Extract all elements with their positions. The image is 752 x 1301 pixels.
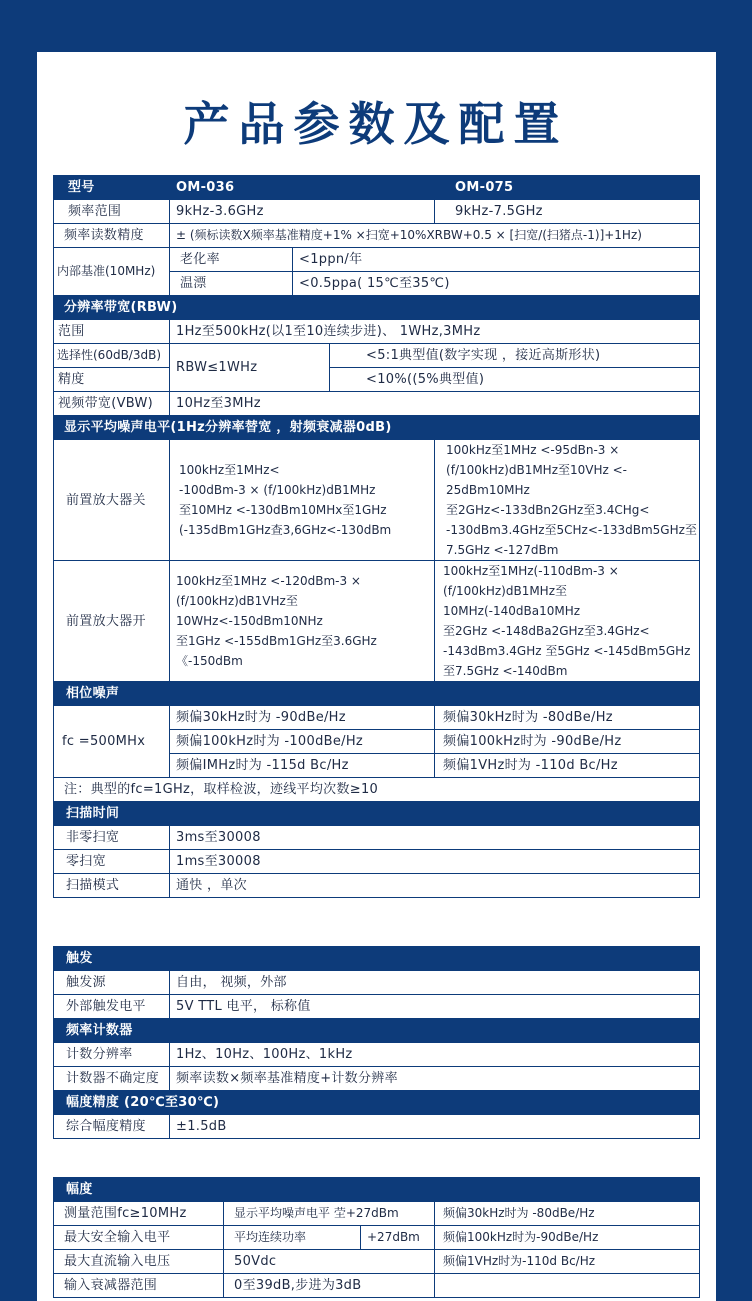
sweep-mode-label: 扫描模式 [54,874,170,898]
danl-header: 显示平均噪声电平(1Hz分辨率替宽 ，射频衰减器0dB) [54,416,700,440]
phase-om036-r3: 频偏IMHz时为 -115d Bc/Hz [170,754,435,778]
amp-accuracy-header: 幅度精度 (20℃至30℃) [54,1091,700,1115]
spec-line: 至1GHz <-155dBm1GHz至3.6GHz《-150dBm [176,634,377,668]
preamp-off-om075 [435,440,700,561]
preamp-on-label: 前置放大器开 [54,561,170,682]
freq-range-label: 频率范围 [54,200,170,224]
trigger-ext-label: 外部触发电平 [54,995,170,1019]
phase-om075-r3: 频偏1VHz时为 -110d Bc/Hz [435,754,700,778]
phase-header: 相位噪声 [54,682,700,706]
table-row [54,826,700,850]
max-safe-mid: 平均连续功率 [224,1226,361,1250]
drift-label: 温漂 [170,272,293,296]
sweep-zero-value: 1ms至30008 [170,850,700,874]
attenuator-mid: 0至39dB,步进为3dB [224,1274,435,1298]
table-row [54,1043,700,1067]
amp-accuracy-value: ±1.5dB [170,1115,700,1139]
selectivity-value: <5:1典型值(数字实现 ，接近高斯形状) [330,344,700,368]
rbw-range-label: 范围 [54,320,170,344]
accuracy-label: 精度 [54,368,170,392]
spec-table-amplitude [53,1177,700,1298]
table-row [54,778,700,802]
section-header [54,802,700,826]
range-right: 频偏30kHz时为 -80dBe/Hz [435,1202,700,1226]
rbw-cell: RBW≤1WHz [170,344,330,392]
vbw-label: 视频带宽(VBW) [54,392,170,416]
table-row [54,200,700,224]
table-row [54,1202,700,1226]
trigger-source-value: 自由， 视频，外部 [170,971,700,995]
spec-table-trigger [53,946,700,1139]
drift-value: <0.5ppa( 15℃至35℃) [293,272,700,296]
spec-line: (f/100kHz)dB1VHz至10WHz<-150dBm10NHz [176,594,323,628]
ref-label: 内部基准(10MHz) [54,248,170,296]
table-row [54,392,700,416]
section-header [54,416,700,440]
max-dc-right: 频偏1VHz时为-110d Bc/Hz [435,1250,700,1274]
table-row [54,224,700,248]
range-mid: 显示平均噪声电平 茔+27dBm [224,1202,435,1226]
trigger-source-label: 触发源 [54,971,170,995]
max-dc-label: 最大直流输入电压 [54,1250,224,1274]
preamp-off-om036 [170,440,435,561]
page-title: 产品参数及配置 [183,97,569,151]
sweep-mode-value: 通快 ，单次 [170,874,700,898]
counter-unc-label: 计数器不确定度 [54,1067,170,1091]
max-safe-mid2: +27dBm [361,1226,435,1250]
freq-range-om036: 9kHz-3.6GHz [170,200,435,224]
vbw-value: 10Hz至3MHz [170,392,700,416]
spec-line: (f/100kHz)dB1MHz至10VHz <- 25dBm10MHz [446,463,627,497]
phase-om075-r1: 频偏30kHz时为 -80dBe/Hz [435,706,700,730]
spec-line: (-135dBm1GHz查3,6GHz<-130dBm [179,523,392,537]
counter-unc-value: 频率读数×频率基准精度+计数分辨率 [170,1067,700,1091]
phase-note: 注：典型的fc=1GHz，取样检波，迹线平均次数≥10 [54,778,700,802]
sweep-zero-label: 零扫宽 [54,850,170,874]
spec-line: 至7.5GHz <-140dBm [443,664,568,678]
spec-line: 至2GHz<-133dBn2GHz至3.4CHg< [446,503,650,517]
counter-header: 频率计数器 [54,1019,700,1043]
trigger-ext-value: 5V TTL 电平， 标称值 [170,995,700,1019]
table-row [54,320,700,344]
attenuator-label: 输入衰减器范围 [54,1274,224,1298]
table-row [54,1274,700,1298]
spec-line: 100kHz至1MHz <-95dBn-3 × [446,443,620,457]
table-row [54,706,700,730]
table-row [54,368,700,392]
preamp-on-om075 [435,561,700,682]
table-row [54,850,700,874]
spec-line: 至2GHz <-148dBa2GHz至3.4GHz< [443,624,650,638]
range-label: 测量范围fc≥10MHz [54,1202,224,1226]
section-header [54,1091,700,1115]
spec-line: -130dBm3.4GHz至5CHz<-133dBm5GHz至 [446,523,697,537]
spec-line: 至10MHz <-130dBm10MHx至1GHz [179,503,387,517]
table-row [54,995,700,1019]
max-dc-mid: 50Vdc [224,1250,435,1274]
table-row [54,176,700,200]
section-header [54,1019,700,1043]
phase-om036-r1: 频偏30kHz时为 -90dBe/Hz [170,706,435,730]
spec-line: 100kHz至1MHz(-110dBm-3 × [443,564,619,578]
freq-read-label: 频率读数精度 [54,224,170,248]
model-header-label: 型号 [54,176,170,200]
amp-accuracy-label: 综合幅度精度 [54,1115,170,1139]
spec-line: -143dBm3.4GHz 至5GHz <-145dBm5GHz [443,644,691,658]
table-row [54,1115,700,1139]
counter-res-label: 计数分辨率 [54,1043,170,1067]
spec-line: 7.5GHz <-127dBm [446,543,559,557]
phase-fc-label: fc =500MHx [54,706,170,778]
attenuator-right [435,1274,700,1298]
model-om075: OM-075 [435,176,700,200]
table-row [54,1067,700,1091]
aging-value: <1ppn/年 [293,248,700,272]
preamp-off-label: 前置放大器关 [54,440,170,561]
counter-res-value: 1Hz、10Hz、100Hz、1kHz [170,1043,700,1067]
section-header [54,296,700,320]
section-header [54,1178,700,1202]
sweep-nonzero-value: 3ms至30008 [170,826,700,850]
max-safe-right: 频偏100kHz时为-90dBe/Hz [435,1226,700,1250]
table-row [54,344,700,368]
spec-table-main [53,175,700,898]
selectivity-label: 选择性(60dB/3dB) [54,344,170,368]
rbw-range-value: 1Hz至500kHz(以1至10连续步进)、 1WHz,3MHz [170,320,700,344]
table-row [54,440,700,561]
section-header [54,682,700,706]
spec-line: 100kHz至1MHz <-120dBm-3 × [176,574,361,588]
trigger-header: 触发 [54,947,700,971]
table-row [54,561,700,682]
table-row [54,874,700,898]
sweep-nonzero-label: 非零扫宽 [54,826,170,850]
table-row [54,1226,700,1250]
freq-range-om075: 9kHz-7.5GHz [435,200,700,224]
amplitude-header: 幅度 [54,1178,700,1202]
section-header [54,947,700,971]
phase-om075-r2: 频偏100kHz时为 -90dBe/Hz [435,730,700,754]
spec-line: 100kHz至1MHz< [179,463,280,477]
spec-line: -100dBm-3 × (f/100kHz)dB1MHz [179,483,376,497]
phase-om036-r2: 频偏100kHz时为 -100dBe/Hz [170,730,435,754]
accuracy-value: <10%((5%典型值) [330,368,700,392]
freq-read-value: ± (频标读数X频率基准精度+1% ×扫宽+10%XRBW+0.5 × [扫宽/(扫猪点-1)]+1Hz) [170,224,700,248]
spec-line: (f/100kHz)dB1MHz至10MHz(-140dBa10MHz [443,584,581,618]
table-row [54,248,700,272]
preamp-on-om036 [170,561,435,682]
table-row [54,971,700,995]
rbw-header: 分辨率带宽(RBW) [54,296,700,320]
table-row [54,1250,700,1274]
sweep-header: 扫描时间 [54,802,700,826]
aging-label: 老化率 [170,248,293,272]
max-safe-label: 最大安全输入电平 [54,1226,224,1250]
model-om036: OM-036 [170,176,435,200]
